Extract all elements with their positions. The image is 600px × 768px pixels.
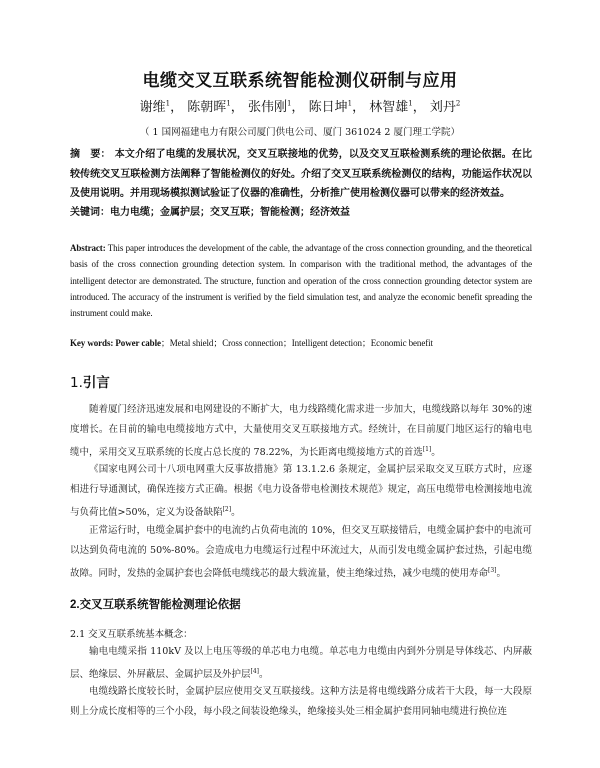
author: 陈日坤$^1$ <box>308 99 353 115</box>
abstract-cn-text: 本文介绍了电缆的发展状况，交叉互联接地的优势，以及交叉互联检测系统的理论依据。在比较传统交叉互联检测方法阐释了智能检测仪的好处。介绍了交叉互联系统检测仪的结构，功能运作状况以及使用说明。并用现场模拟测试验证了仪器的准确性，分析推广使用检测仪器可以带来的经济效益。 <box>70 149 533 199</box>
subsection-heading: 2.1 交叉互联系统基本概念： <box>70 629 193 640</box>
author: 谢维$^1$ <box>139 99 171 115</box>
intro-paragraph-3: 正常运行时，电缆金属护套中的电流约占负荷电流的 10%，但交叉互联接错后，电缆金属护套中的电流可以达到负荷电流的 50%-80%。会造成电力电缆运行过程中环流过大，从而引发电缆金属护套过热，引起电缆故障。同时，发热的金属护套也会降低电缆线芯的最大载流量，使主绝缘过热，减少电缆的使用寿命[3]。 <box>70 525 532 580</box>
keywords-en-label: Key words: Power cable <box>70 338 161 348</box>
section-heading-theory: 2.交叉互联系统智能检测理论依据 <box>70 599 241 611</box>
section-heading-intro: 1.引言 <box>70 375 110 391</box>
abstract-en-label: Abstract: <box>70 243 106 253</box>
citation: [1] <box>422 446 432 453</box>
keywords-cn-text: 电力电缆；金属护层；交叉互联；智能检测；经济效益 <box>110 207 350 218</box>
intro-paragraph-1: 随着厦门经济迅速发展和电网建设的不断扩大，电力线路缆化需求进一步加大，电缆线路以每年 30%的速度增长。在目前的输电电缆接地方式中，大量使用交叉互联接地方式。经统计，在目前厦门地区运行的输电电缆中，采用交叉互联系统的长度占总长度的 78.22%，为长距离电缆接地方式的首选[1]。 <box>70 404 532 459</box>
theory-paragraph-2: 电缆线路长度较长时，金属护层应使用交叉互联接线。这种方法是将电缆线路分成若干大段，每一大段原则上分成长度相等的三个小段，每小段之间装设绝缘头，绝缘接头处三相金属护套用同轴电缆进行换位连 <box>70 686 532 717</box>
author: 林智雄$^1$ <box>369 99 413 115</box>
citation: [3] <box>488 567 497 574</box>
author: 张伟刚$^1$ <box>247 99 292 115</box>
abstract-cn-label: 摘 要： <box>70 149 111 160</box>
paper-title: 电缆交叉互联系统智能检测仪研制与应用 <box>142 71 458 91</box>
keywords-cn <box>70 203 532 223</box>
abstract-en-text: This paper introduces the development of the cable, the advantage of the cross connection grounding, and the theoretical basis of the cross connection grounding detection system. In comparison with the traditional method, the advantages of the intelligent detector are demonstrated. The structure, function and operation of the cross connection grounding detector system are introduced. The accuracy of the instrument is verified by the field simulation test, and analyze the economic benefit spreading the instrument could make. <box>70 243 532 319</box>
author-list: 谢维$^1$， 陈朝晖$^1$， 张伟刚$^1$， 陈日坤$^1$， 林智雄$^1$， 刘丹$^2$ <box>139 99 461 115</box>
citation: [2] <box>222 506 232 513</box>
abstract-cn <box>70 145 532 204</box>
citation: [4] <box>250 668 260 675</box>
keywords-cn-label: 关键词： <box>70 207 110 218</box>
keywords-en <box>70 335 532 351</box>
keywords-en-text: ；Metal shield；Cross connection；Intelligent detection；Economic benefit <box>160 338 433 348</box>
abstract-en <box>70 240 532 321</box>
author: 陈朝晖$^1$ <box>187 99 231 115</box>
theory-paragraph-1: 输电电缆采指 110kV 及以上电压等级的单芯电力电缆。单芯电力电缆由内到外分别是导体线芯、内屏蔽层、绝缘层、外屏蔽层、金属护层及外护层[4]。 <box>70 646 532 681</box>
author: 刘丹$^2$ <box>429 99 461 115</box>
affiliation: （ 1 国网福建电力有限公司厦门供电公司、厦门 361024 2 厦门理工学院） <box>140 127 460 138</box>
intro-paragraph-2: 《国家电网公司十八项电网重大反事故措施》第 13.1.2.6 条规定，金属护层采取交叉互联方式时，应逐相进行导通测试，确保连接方式正确。根据《电力设备带电检测技术规范》规定，高压电缆带电检测接地电流与负荷比值>50%，定义为设备缺陷[2]。 <box>70 464 532 519</box>
